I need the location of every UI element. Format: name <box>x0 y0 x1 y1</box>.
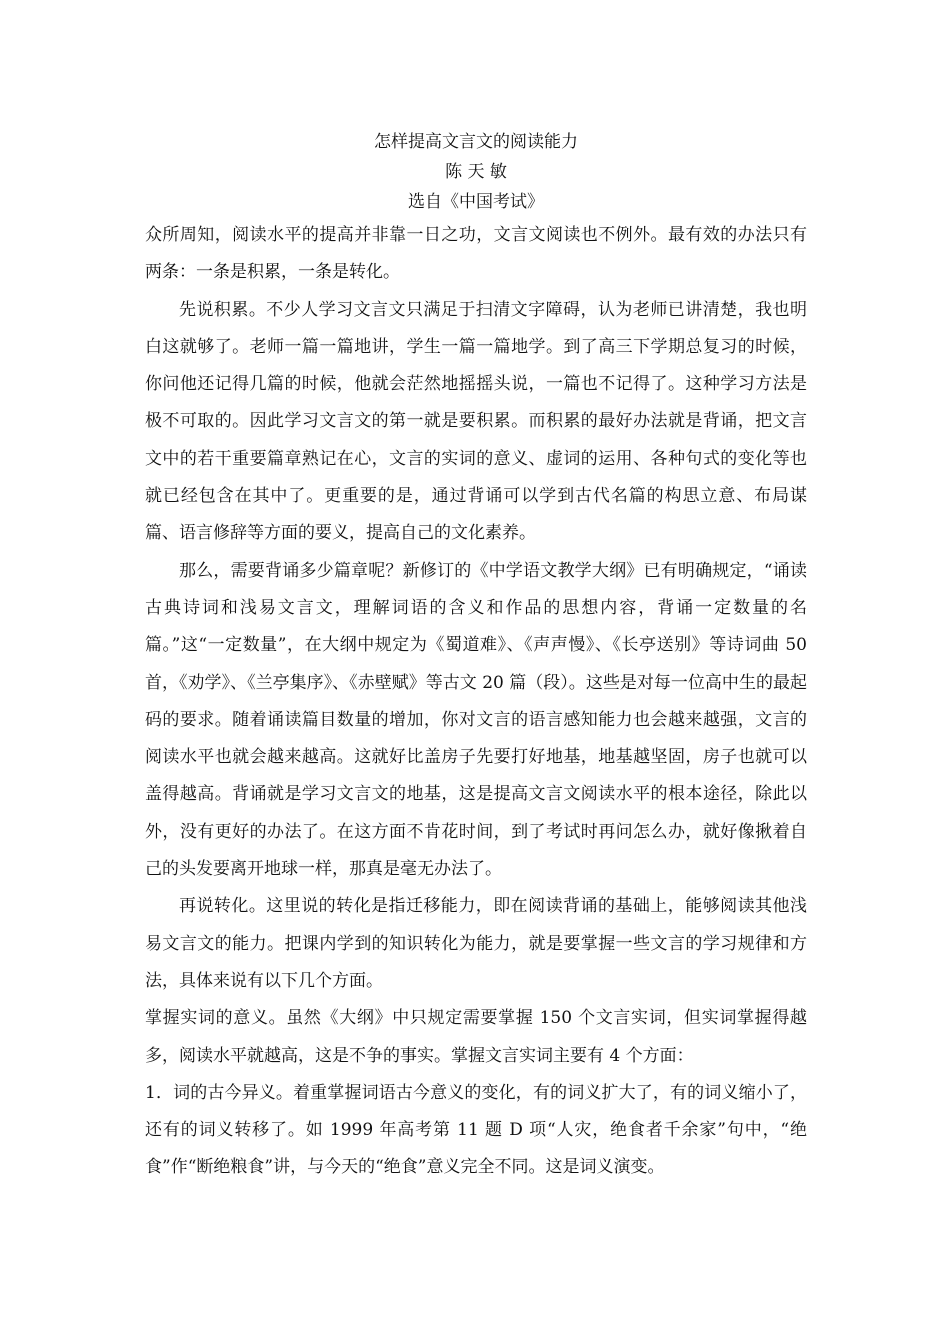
paragraph-content-words: 掌握实词的意义。虽然《大纲》中只规定需要掌握 150 个文言实词，但实词掌握得越多，阅读水平就越高，这是不争的事实。掌握文言实词主要有 4 个方面： <box>145 1008 807 1066</box>
document-author: 陈 天 敏 <box>445 162 507 182</box>
document-title: 怎样提高文言文的阅读能力 <box>374 132 578 152</box>
paragraph-recitation-amount: 那么，需要背诵多少篇章呢？新修订的《中学语文教学大纲》已有明确规定，“诵读古典诗词和浅易文言文，理解词语的含义和作品的思想内容，背诵一定数量的名篇。”这“一定数量”，在大纲中规定为《蜀道难》、《声声慢》、《长亭送别》等诗词曲 50 首，《劝学》、《兰亭集序》、《赤壁赋》等古文 20 篇（段）。这些是对每一位高中生的最起码的要求。随着诵读篇目数量的增加，你对文言的语言感知能力也会越来越强，文言的阅读水平也就会越来越高。这就好比盖房子先要打好地基，地基越坚固，房子也就可以盖得越高。背诵就是学习文言文的地基，这是提高文言文阅读水平的根本途径，除此以外，没有更好的办法了。在这方面不肯花时间，到了考试时再问怎么办，就好像揪着自己的头发要离开地球一样，那真是毫无办法了。 <box>145 560 807 880</box>
paragraph-item-1: 1．词的古今异义。着重掌握词语古今意义的变化，有的词义扩大了，有的词义缩小了，还有的词义转移了。如 1999 年高考第 11 题 D 项“人灾，绝食者千余家”句中，“绝食”作“断绝粮食”讲，与今天的“绝食”意义完全不同。这是词义演变。 <box>145 1082 807 1178</box>
paragraph-intro: 众所周知，阅读水平的提高并非靠一日之功，文言文阅读也不例外。最有效的办法只有两条：一条是积累，一条是转化。 <box>145 225 807 283</box>
paragraph-accumulation: 先说积累。不少人学习文言文只满足于扫清文字障碍，认为老师已讲清楚，我也明白这就够了。老师一篇一篇地讲，学生一篇一篇地学。到了高三下学期总复习的时候，你问他还记得几篇的时候，他就会茫然地摇摇头说，一篇也不记得了。这种学习方法是极不可取的。因此学习文言文的第一就是要积累。而积累的最好办法就是背诵，把文言文中的若干重要篇章熟记在心，文言的实词的意义、虚词的运用、各种句式的变化等也就已经包含在其中了。更重要的是，通过背诵可以学到古代名篇的构思立意、布局谋篇、语言修辞等方面的要义，提高自己的文化素养。 <box>145 299 807 544</box>
paragraph-transformation: 再说转化。这里说的转化是指迁移能力，即在阅读背诵的基础上，能够阅读其他浅易文言文的能力。把课内学到的知识转化为能力，就是要掌握一些文言的学习规律和方法，具体来说有以下几个方面。 <box>145 896 807 991</box>
document-source: 选自《中国考试》 <box>408 192 544 212</box>
document-body <box>145 127 807 1187</box>
